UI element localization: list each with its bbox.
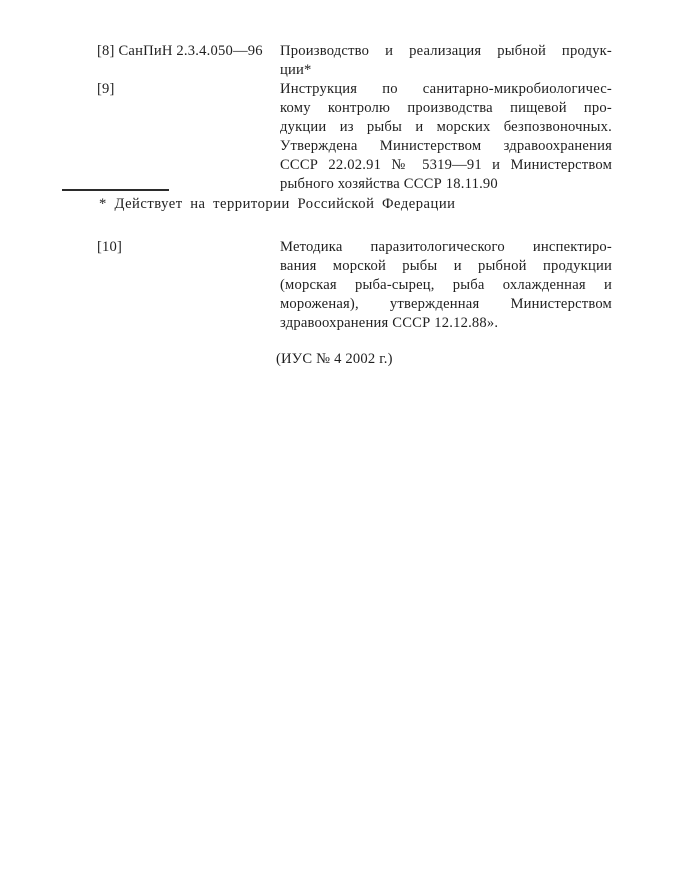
issue-note: (ИУС № 4 2002 г.) bbox=[276, 351, 393, 367]
reference-line: ции* bbox=[280, 62, 312, 78]
reference-entry-8 bbox=[97, 42, 612, 80]
reference-line: Инструкция по санитарно-микробиологичес- bbox=[280, 81, 612, 97]
reference-line: кому контролю производства пищевой про- bbox=[280, 100, 612, 116]
reference-list bbox=[97, 42, 612, 194]
reference-entry-10 bbox=[97, 238, 612, 333]
reference-line: вания морской рыбы и рыбной продукции bbox=[280, 258, 612, 274]
reference-label-8: [8] СанПиН 2.3.4.050—96 bbox=[97, 43, 263, 59]
reference-line: дукции из рыбы и морских безпозвоночных. bbox=[280, 119, 612, 135]
reference-line: Производство и реализация рыбной продук- bbox=[280, 43, 612, 59]
reference-line: здравоохранения СССР 12.12.88». bbox=[280, 315, 499, 331]
reference-entry-9 bbox=[97, 80, 612, 194]
reference-line: мороженая), утвержденная Министерством bbox=[280, 296, 612, 312]
reference-label-10: [10] bbox=[97, 239, 123, 255]
reference-text-8 bbox=[280, 42, 612, 80]
reference-label-9: [9] bbox=[97, 81, 115, 97]
reference-text-10 bbox=[280, 238, 612, 333]
reference-list-continued bbox=[97, 238, 612, 333]
footnote-divider bbox=[62, 189, 169, 191]
reference-line: рыбного хозяйства СССР 18.11.90 bbox=[280, 176, 498, 192]
reference-text-9 bbox=[280, 80, 612, 194]
reference-line: Методика паразитологического инспектиро- bbox=[280, 239, 612, 255]
reference-line: (морская рыба-сырец, рыба охлажденная и bbox=[280, 277, 612, 293]
reference-line: СССР 22.02.91 № 5319—91 и Министерством bbox=[280, 157, 612, 173]
reference-line: Утверждена Министерством здравоохранения bbox=[280, 138, 612, 154]
footnote-text: * Действует на территории Российской Федерации bbox=[99, 196, 456, 212]
